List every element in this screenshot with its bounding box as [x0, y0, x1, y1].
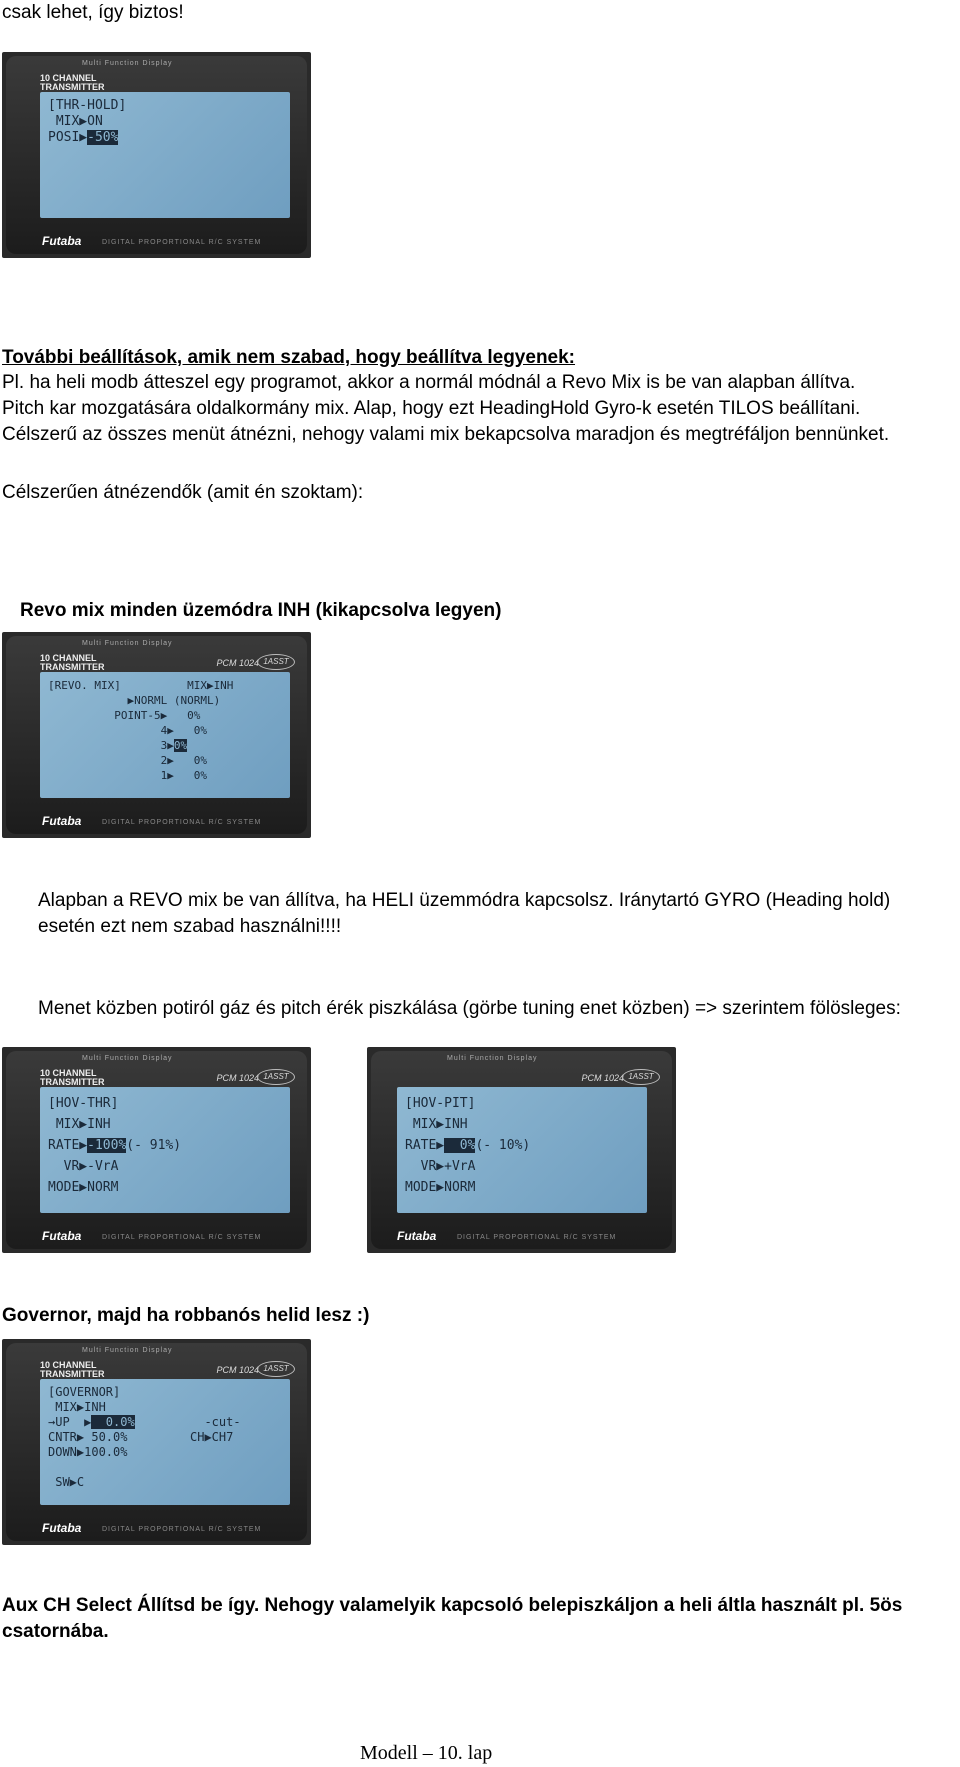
aux-text-line2: csatornába.	[2, 1621, 109, 1642]
brand-subtitle: DIGITAL PROPORTIONAL R/C SYSTEM	[102, 1234, 262, 1241]
pcm-label: PCM 1024	[216, 1073, 259, 1083]
lcd-text: [REVO. MIX] MIX▶INH ▶NORML (NORML) POINT-5▶ 0% 4▶ 0% 3▶0% 2▶ 0% 1▶ 0%	[48, 679, 234, 782]
brand-logo: Futaba	[397, 1229, 437, 1243]
brand-logo: Futaba	[42, 814, 82, 828]
list-intro: Célszerűen átnézendők (amit én szoktam):	[2, 482, 364, 503]
revo-text-line1: Alapban a REVO mix be van állítva, ha HELI üzemmódra kapcsolsz. Iránytartó GYRO (Heading hold)	[38, 890, 891, 911]
governor-heading: Governor, majd ha robbanós helid lesz :)	[2, 1305, 370, 1326]
channel-badge: 10 CHANNEL TRANSMITTER	[40, 1360, 105, 1379]
display-topbar: Multi Function Display	[82, 1055, 173, 1062]
channel-badge: 10 CHANNEL TRANSMITTER	[40, 1068, 105, 1087]
revo-text-line2: esetén ezt nem szabad használni!!!!	[38, 916, 342, 937]
lcd-screen	[40, 1087, 290, 1213]
para1-line3: Célszerű az összes menüt átnézni, nehogy valami mix bekapcsolva maradjon és megtréfáljon bennünket.	[2, 424, 890, 445]
aux-text-line1: Aux CH Select Állítsd be így. Nehogy valamelyik kapcsoló belepiszkáljon a heli áltla használt pl. 5ös	[2, 1595, 903, 1616]
lcd-text: [GOVERNOR] MIX▶INH →UP ▶ 0.0% CNTR▶ 50.0% DOWN▶100.0% SW▶C	[48, 1385, 135, 1489]
lcd-screen	[397, 1087, 647, 1213]
asst-logo: 1ASST	[622, 1069, 660, 1085]
lcd-text-right: -cut- CH▶CH7	[190, 1415, 241, 1444]
intro-line: csak lehet, így biztos!	[2, 2, 184, 23]
revo-heading: Revo mix minden üzemódra INH (kikapcsolva legyen)	[20, 600, 502, 621]
lcd-screen	[40, 1379, 290, 1505]
pcm-label: PCM 1024	[216, 1365, 259, 1375]
channel-badge: 10 CHANNEL TRANSMITTER	[40, 73, 105, 92]
asst-logo: 1ASST	[257, 654, 295, 670]
brand-subtitle: DIGITAL PROPORTIONAL R/C SYSTEM	[102, 1526, 262, 1533]
display-topbar: Multi Function Display	[82, 640, 173, 647]
lcd-photo-revo-mix	[2, 632, 311, 838]
lcd-text: [HOV-PIT] MIX▶INH RATE▶ 0%(- 10%) VR▶+VrA MODE▶NORM	[405, 1096, 531, 1195]
menet-text: Menet közben potiról gáz és pitch érék piszkálása (görbe tuning enet közben) => szerintem fölösleges:	[38, 998, 901, 1019]
page-footer: Modell – 10. lap	[360, 1742, 493, 1764]
para1-line1: Pl. ha heli modb átteszel egy programot, akkor a normál módnál a Revo Mix is be van alapban állítva.	[2, 372, 856, 393]
asst-logo: 1ASST	[257, 1069, 295, 1085]
lcd-photo-governor	[2, 1339, 311, 1545]
para1-line2: Pitch kar mozgatására oldalkormány mix. Alap, hogy ezt HeadingHold Gyro-k esetén TILOS beállítani.	[2, 398, 861, 419]
display-topbar: Multi Function Display	[82, 1347, 173, 1354]
pcm-label: PCM 1024	[216, 658, 259, 668]
brand-subtitle: DIGITAL PROPORTIONAL R/C SYSTEM	[102, 819, 262, 826]
channel-badge: 10 CHANNEL TRANSMITTER	[40, 653, 105, 672]
brand-logo: Futaba	[42, 1229, 82, 1243]
lcd-screen	[40, 92, 290, 218]
display-topbar: Multi Function Display	[447, 1055, 538, 1062]
pcm-label: PCM 1024	[581, 1073, 624, 1083]
lcd-photo-hov-pit	[367, 1047, 676, 1253]
brand-logo: Futaba	[42, 1521, 82, 1535]
display-topbar: Multi Function Display	[82, 60, 173, 67]
heading-more-settings: További beállítások, amik nem szabad, hogy beállítva legyenek:	[2, 347, 576, 368]
lcd-photo-hov-thr	[2, 1047, 311, 1253]
lcd-screen	[40, 672, 290, 798]
asst-logo: 1ASST	[257, 1361, 295, 1377]
brand-subtitle: DIGITAL PROPORTIONAL R/C SYSTEM	[457, 1234, 617, 1241]
lcd-text: [HOV-THR] MIX▶INH RATE▶-100%(- 91%) VR▶-VrA MODE▶NORM	[48, 1096, 182, 1195]
lcd-text: [THR-HOLD] MIX▶ON POSI▶-50%	[48, 98, 127, 145]
brand-logo: Futaba	[42, 234, 82, 248]
brand-subtitle: DIGITAL PROPORTIONAL R/C SYSTEM	[102, 239, 262, 246]
lcd-photo-thr-hold	[2, 52, 311, 258]
